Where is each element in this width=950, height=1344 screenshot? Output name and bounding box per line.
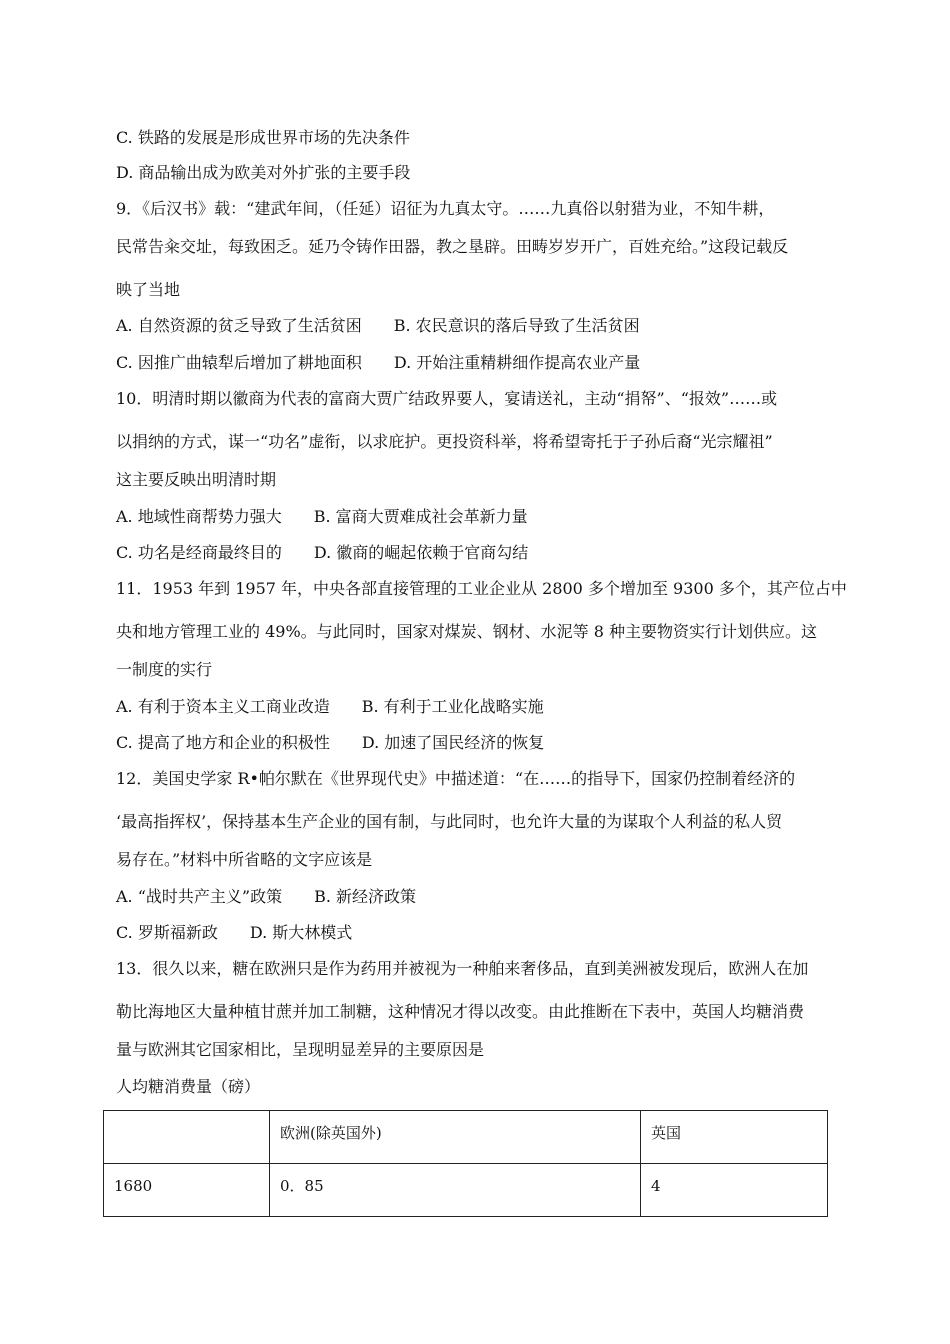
q11-stem-line-2: 央和地方管理工业的 49%。与此同时，国家对煤炭、钢材、水泥等 8 种主要物资实行计划供应。这 — [116, 622, 818, 641]
q10-option-d: D. 徽商的崛起依赖于官商勾结 — [313, 543, 529, 562]
q9-option-a: A. 自然资源的贫乏导致了生活贫困 — [116, 316, 362, 335]
q13-stem-line-1: 13．很久以来，糖在欧洲只是作为药用并被视为一种舶来奢侈品，直到美洲被发现后，欧洲人在加 — [116, 959, 809, 978]
q8-option-c: C. 铁路的发展是形成世界市场的先决条件 — [116, 128, 410, 147]
q10-option-b: B. 富商大贾难成社会革新力量 — [313, 507, 528, 526]
table-cell-britain: 4 — [641, 1164, 828, 1217]
table-header-cell: 英国 — [641, 1111, 828, 1164]
q10-option-a: A. 地域性商帮势力强大 — [116, 507, 282, 526]
q10-option-c: C. 功名是经商最终目的 — [116, 543, 282, 562]
q9-stem-line-2: 民常告籴交址，每致困乏。延乃令铸作田器，教之垦辟。田畴岁岁开广，百姓充给。”这段记载反 — [116, 237, 789, 256]
q9-option-b: B. 农民意识的落后导致了生活贫困 — [393, 316, 640, 335]
q13-stem-line-3: 量与欧洲其它国家相比，呈现明显差异的主要原因是 — [116, 1040, 485, 1059]
sugar-consumption-table — [103, 1110, 828, 1217]
q9-option-d: D. 开始注重精耕细作提高农业产量 — [393, 353, 641, 372]
q10-stem-line-2: 以捐纳的方式，谋一“功名”虚衔，以求庇护。更投资科举，将希望寄托于子孙后裔“光宗耀祖” — [116, 432, 773, 451]
table-header-cell: 欧洲(除英国外) — [270, 1111, 641, 1164]
table-row — [104, 1164, 828, 1217]
q11-option-b: B. 有利于工业化战略实施 — [361, 697, 544, 716]
table-caption: 人均糖消费量（磅） — [116, 1077, 261, 1096]
q10-stem-line-3: 这主要反映出明清时期 — [116, 470, 277, 489]
q11-options-row-1 — [116, 697, 544, 717]
table-header-row — [104, 1111, 828, 1164]
q9-option-c: C. 因推广曲辕犁后增加了耕地面积 — [116, 353, 362, 372]
q12-option-b: B. 新经济政策 — [314, 887, 417, 906]
q8-option-d: D. 商品输出成为欧美对外扩张的主要手段 — [116, 163, 411, 182]
q13-stem-line-2: 勒比海地区大量种植甘蔗并加工制糖，这种情况才得以改变。由此推断在下表中，英国人均糖消费 — [116, 1002, 805, 1021]
q12-stem-line-2: ‘最高指挥权’，保持基本生产企业的国有制，与此同时，也允许大量的为谋取个人利益的私人贸 — [116, 812, 783, 831]
q11-option-c: C. 提高了地方和企业的积极性 — [116, 733, 330, 752]
q11-option-a: A. 有利于资本主义工商业改造 — [116, 697, 330, 716]
q9-stem-line-3: 映了当地 — [116, 280, 181, 299]
table-header-cell — [104, 1111, 270, 1164]
q12-option-a: A. “战时共产主义”政策 — [116, 887, 283, 906]
q12-option-c: C. 罗斯福新政 — [116, 923, 218, 942]
q11-options-row-2 — [116, 733, 544, 753]
q12-stem-line-3: 易存在。”材料中所省略的文字应该是 — [116, 850, 373, 869]
table-cell-year: 1680 — [104, 1164, 270, 1217]
q12-options-row-2 — [116, 923, 352, 943]
q10-stem-line-1: 10．明清时期以徽商为代表的富商大贾广结政界要人，宴请送礼，主动“捐帑”、“报效”……或 — [116, 389, 778, 408]
q11-stem-line-3: 一制度的实行 — [116, 660, 213, 679]
q10-options-row-1 — [116, 507, 528, 527]
q9-options-row-1 — [116, 316, 640, 336]
q12-options-row-1 — [116, 887, 416, 907]
q11-option-d: D. 加速了国民经济的恢复 — [361, 733, 545, 752]
table-cell-europe: 0．85 — [270, 1164, 641, 1217]
q12-stem-line-1: 12．美国史学家 R•帕尔默在《世界现代史》中描述道：“在……的指导下，国家仍控制着经济的 — [116, 769, 796, 788]
q9-stem-line-1: 9．《后汉书》载：“建武年间，（任延）诏征为九真太守。……九真俗以射猎为业，不知牛耕， — [116, 199, 775, 218]
q12-option-d: D. 斯大林模式 — [249, 923, 353, 942]
q11-stem-line-1: 11．1953 年到 1957 年，中央各部直接管理的工业企业从 2800 多个增加至 9300 多个，其产位占中 — [116, 579, 847, 598]
q10-options-row-2 — [116, 543, 528, 563]
q9-options-row-2 — [116, 353, 640, 373]
